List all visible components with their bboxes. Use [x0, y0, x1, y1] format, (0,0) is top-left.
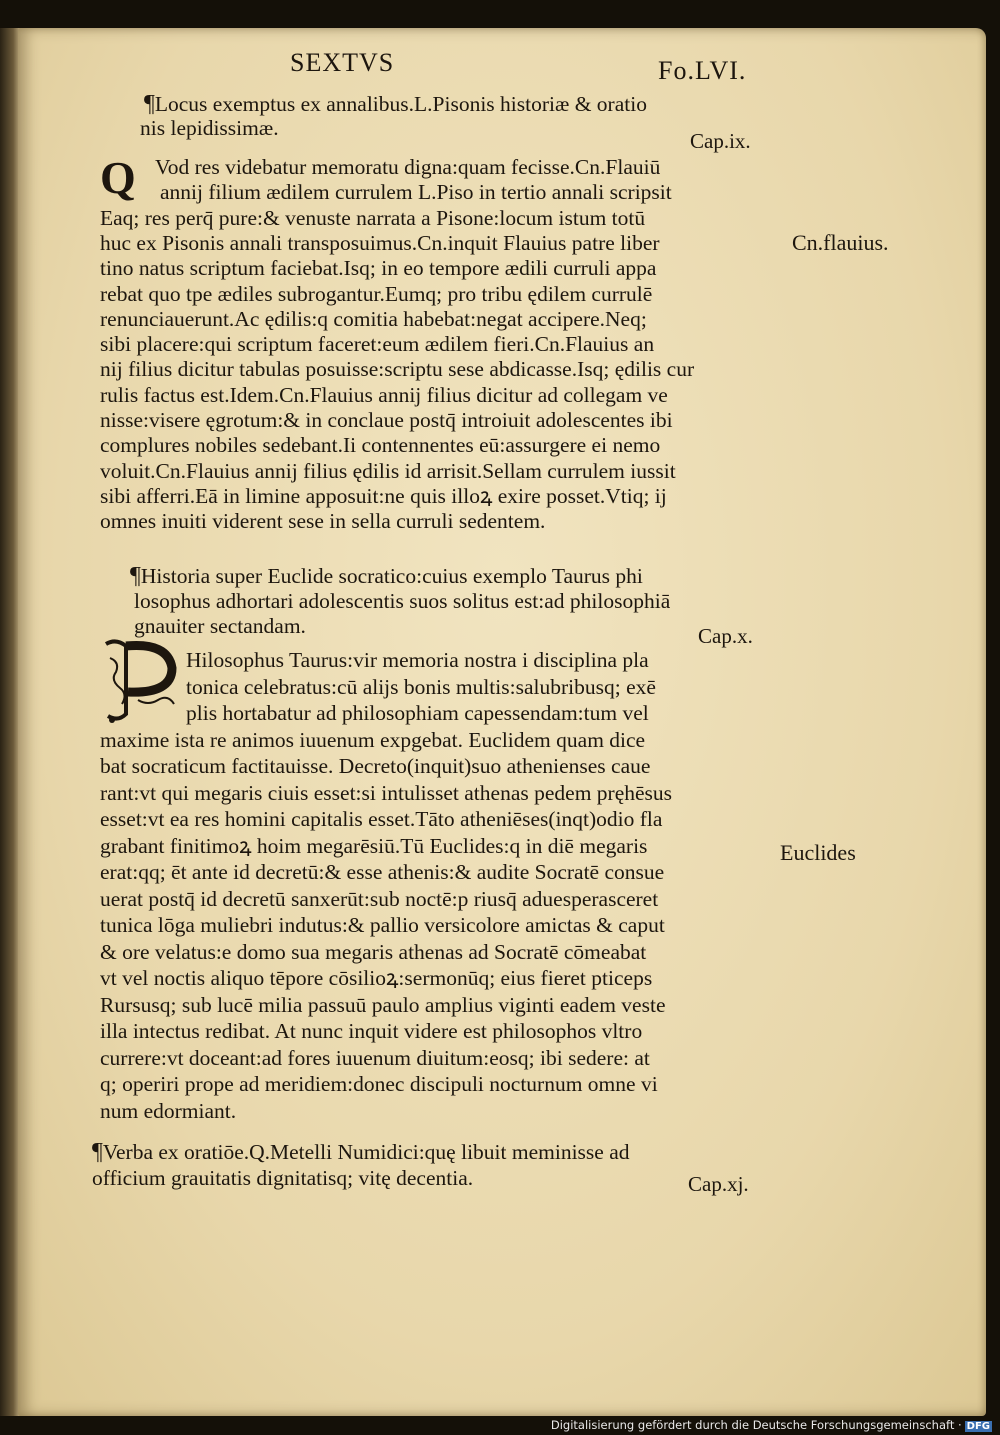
text-line: omnes inuiti viderent sese in sella curruli sedentem.: [100, 509, 546, 534]
text-line: currere:vt doceant:ad fores iuuenum diuitum:eosq; ibi sedere: at: [100, 1045, 650, 1070]
text-line: esset:vt ea res homini capitalis esset.Tāto atheniēses(inqt)odio fla: [100, 807, 663, 831]
pilcrow-icon: ¶: [130, 563, 141, 589]
chapter-11-title-line-1: ¶Verba ex oratiōe.Q.Metelli Numidici:quę libuit meminisse ad: [92, 1139, 630, 1165]
chapter-9-title-line-1: ¶Locus exemptus ex annalibus.L.Pisonis historiæ & oratio: [144, 91, 647, 117]
chapter-9-title-line-2: nis lepidissimæ.: [140, 116, 279, 140]
text-line: annij filium ædilem currulem L.Piso in tertio annali scripsit: [160, 180, 672, 205]
text-line: nisse:visere ęgrotum:& in conclaue postq̄ introiuit adolescentes ibi: [100, 408, 673, 432]
text-line: voluit.Cn.Flauius annij filius ędilis id arrisit.Sellam currulem iussit: [100, 458, 676, 483]
folio-number: Fo.LVI.: [658, 56, 747, 85]
drop-initial-q: Q: [100, 152, 136, 203]
text-line: rant:vt qui megaris ciuis esset:si intulisset athenas pedem pręhēsus: [100, 780, 673, 805]
digitization-credit: Digitalisierung gefördert durch die Deutsche Forschungsgemeinschaft · DFG: [550, 1418, 990, 1432]
text-line: tunica lōga muliebri indutus:& pallio versicolore amictas & caput: [100, 913, 665, 937]
text-line: q; operiri prope ad meridiem:donec discipuli nocturnum omne vi: [100, 1072, 658, 1096]
text-line: erat:qq; ēt ante id decretū:& esse athenis:& audite Socratē consue: [100, 860, 665, 884]
chapter-10-number: Cap.x.: [698, 624, 753, 648]
text-line: illa intectus redibat. At nunc inquit videre est philosophos vltro: [100, 1019, 643, 1043]
decorated-initial-p: [98, 636, 188, 726]
text-line: & ore velatus:e domo sua megaris athenas ad Socratē cōmeabat: [100, 939, 647, 964]
chapter-10-title-line-2: losophus adhortari adolescentis suos solitus est:ad philosophiā: [134, 589, 671, 613]
text-line: Vod res videbatur memoratu digna:quam fecisse.Cn.Flauiū: [155, 155, 661, 179]
text-line: vt vel noctis aliquo tēpore cōsilioꝝ:sermonūq; eius fieret pticeps: [100, 966, 653, 990]
pilcrow-icon: ¶: [92, 1139, 103, 1165]
text-line: grabant finitimoꝝ hoim megarēsiū.Tū Euclides:q in diē megaris: [100, 833, 648, 858]
text-line: nij filius dicitur tabulas posuisse:scriptu sese abdicasse.Isq; ędilis cur: [100, 357, 695, 382]
chapter-10-title-line-3: gnauiter sectandam.: [134, 614, 306, 638]
text-line: huc ex Pisonis annali transposuimus.Cn.inquit Flauius patre liber: [100, 230, 660, 255]
text-line: sibi afferri.Eā in limine apposuit:ne quis illoꝝ exire posset.Vtiq; ij: [100, 483, 667, 508]
margin-note-euclides: Euclides: [780, 840, 856, 865]
pilcrow-icon: ¶: [144, 91, 155, 117]
text-line: complures nobiles sedebant.Ii contennentes eū:assurgere ei nemo: [100, 433, 661, 458]
text-line: Hilosophus Taurus:vir memoria nostra i disciplina pla: [186, 648, 649, 672]
text-line: Rursusq; sub lucē milia passuū paulo amplius viginti eadem veste: [100, 992, 666, 1017]
dfg-logo: DFG: [966, 1421, 990, 1432]
text-line: Eaq; res perq̄ pure:& venuste narrata a Pisone:locum istum totū: [100, 205, 646, 230]
chapter-9-number: Cap.ix.: [690, 129, 751, 153]
chapter-11-number: Cap.xj.: [688, 1172, 749, 1196]
chapter-10-title-line-1: ¶Historia super Euclide socratico:cuius exemplo Taurus phi: [130, 563, 643, 589]
text-line: plis hortabatur ad philosophiam capessendam:tum vel: [186, 701, 649, 725]
text-line: maxime ista re animos iuuenum expgebat. Euclidem quam dice: [100, 727, 646, 752]
text-line: rulis factus est.Idem.Cn.Flauius annij filius dicitur ad collegam ve: [100, 382, 668, 407]
text-line: num edormiant.: [100, 1098, 237, 1123]
text-line: sibi placere:qui scriptum faceret:eum ædilem fieri.Cn.Flauius an: [100, 332, 655, 357]
text-line: tino natus scriptum faciebat.Isq; in eo tempore ædili curruli appa: [100, 256, 657, 281]
text-line: rebat quo tpe ædiles subrogantur.Eumq; pro tribu ędilem currulē: [100, 281, 653, 306]
chapter-11-title-line-2: officium grauitatis dignitatisq; vitę decentia.: [92, 1166, 474, 1190]
text-line: bat socraticum factitauisse. Decreto(inquit)suo athenienses caue: [100, 754, 651, 778]
text-line: renunciauerunt.Ac ędilis:q comitia habebat:negat accipere.Neq;: [100, 306, 647, 331]
text-line: tonica celebratus:cū alijs bonis multis:salubribusq; exē: [186, 674, 656, 699]
running-head: SEXTVS: [290, 48, 395, 77]
margin-note-cn-flauius: Cn.flauius.: [792, 230, 889, 255]
text-line: uerat postq̄ id decretū sanxerūt:sub noctē:p riusq̄ aduesperasceret: [100, 886, 659, 911]
